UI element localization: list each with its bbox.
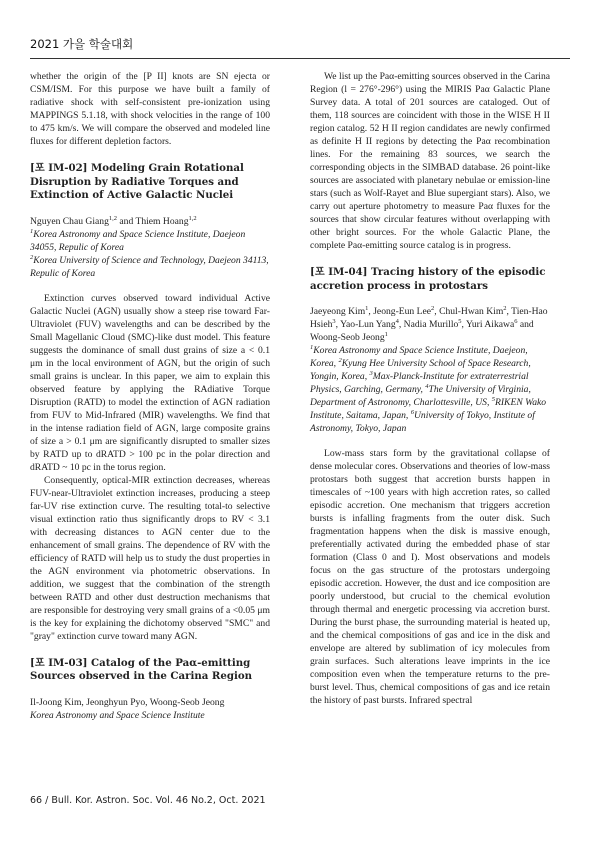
running-header: 2021 가을 학술대회 <box>30 37 134 51</box>
author-sup: 1 <box>384 330 388 338</box>
author-sup: 1,2 <box>108 214 117 222</box>
aff-sup: 5 <box>491 395 495 403</box>
right-column <box>310 70 550 707</box>
author-sup: 2 <box>431 304 435 312</box>
aff-sup: 4 <box>425 382 429 390</box>
author-name: , Yao-Lun Yang <box>335 319 396 330</box>
author-name: Nguyen Chau Giang <box>30 215 109 227</box>
author-sup: 2 <box>503 304 507 312</box>
authors-im02 <box>30 215 270 228</box>
affiliations-im04 <box>310 344 550 435</box>
author-name: , Jeong-Eun Lee <box>368 306 432 317</box>
aff-text: The University of Virginia, Department of Astronomy, Charlottesville, US, <box>310 384 531 408</box>
header-divider <box>30 58 570 59</box>
author-name: , Nadia Murillo <box>398 319 459 330</box>
affiliation-im03: Korea Astronomy and Space Science Institute <box>30 709 205 721</box>
aff-sup: 6 <box>410 408 414 416</box>
authors-im03: Il-Joong Kim, Jeonghyun Pyo, Woong-Seob Jeong <box>30 696 225 708</box>
aff-sup: 2 <box>30 253 34 261</box>
section-title-im03: [포 IM-03] Catalog of the Paα-emitting Sources observed in the Carina Region <box>30 656 253 682</box>
spacer <box>30 280 270 292</box>
aff-text: RIKEN Wako Institute, Saitama, Japan, <box>310 397 547 421</box>
aff-text: Korea Astronomy and Space Science Institute, Daejeon, Korea, <box>310 345 528 369</box>
aff-text: Kyung Hee University School of Space Research, Yongin, Korea, <box>310 358 531 382</box>
left-column <box>30 70 270 722</box>
aff-text: Korea University of Science and Technology, Daejeon 34113, Repulic of Korea <box>30 254 269 279</box>
aff-text: University of Tokyo, Institute of Astronomy, Tokyo, Japan <box>310 410 535 434</box>
author-sup: 3 <box>332 317 336 325</box>
section-title-im02: [포 IM-02] Modeling Grain Rotational Disruption by Radiative Torques and Extinction of Active Galactic Nuclei <box>30 162 244 201</box>
author-name: , Chul-Hwan Kim <box>434 306 504 317</box>
author-sup: 1 <box>365 304 369 312</box>
abstract-im04-p1: Low-mass stars form by the gravitational collapse of dense molecular cores. Observations and theories of low-mass protostars both suggest that accretion bursts happen in timescales of ~100 years with high accretion rates, so called episodic accretion. One mechanism that triggers accretion bursts is infalling fragments from the outer disk. Such fragmentation happens when the disk is massive enough, preferentially activated during the embedded phase of star formation (Class 0 and I). Most observations and models focus on the gas structure of the protostars undergoing episodic accretion. However, the dust and ice composition are poorly understood, but crucial to the chemical evolution through thermal and energetic processing via accretion burst. During the burst phase, the surrounding material is heated up, and the chemical compositions of gas and ice in the disk and envelope are altered by sublimation of icy molecules from grain surfaces. Such alterations leave imprints in the ice composition even when the temperature returns to the pre-burst level. Thus, chemical compositions of gas and ice retain the history of past bursts. Infrared spectral <box>310 448 550 706</box>
aff-text: Max-Planck-Institute for extraterrestrial Physics, Garching, Germany, <box>310 371 529 395</box>
author-name: and Thiem Hoang <box>117 215 189 227</box>
aff-text: Korea Astronomy and Space Science Institute, Daejeon 34055, Repulic of Korea <box>30 228 246 253</box>
spacer <box>310 435 550 447</box>
author-name: , Yuri Aikawa <box>461 319 515 330</box>
paragraph-continued: whether the origin of the [P II] knots are SN ejecta or CSM/ISM. For this purpose we have built a family of radiative shock with self-consistent pre-ionization using MAPPINGS 5.1.18, with shock velocities in the range of 100 to 475 km/s. We will compare the observed and modeled line fluxes for different depletion factors. <box>30 71 270 147</box>
aff-sup: 1 <box>310 343 314 351</box>
abstract-im03-p1: We list up the Paα-emitting sources observed in the Carina Region (l = 276°-296°) using the MIRIS Paα Galactic Plane Survey data. A total of 201 sources are cataloged. Out of them, 118 sources are coincident with those in the WISE H II region catalog. 52 H II region candidates are newly confirmed as definite H II regions by detecting the Paα recombination lines. For the remaining 83 sources, we search the corresponding objects in the SIMBAD database. 26 point-like sources are associated with planetary nebulae or emission-line stars (such as Wolf-Rayet and Blue supergiant stars). Also, we carry out aperture photometry to measure Paα fluxes for the sources that show circular features without overlapping with other bright sources. For the whole Galactic Plane, the complete Paα-emitting source catalog is in progress. <box>310 71 550 251</box>
page-footer: 66 / Bull. Kor. Astron. Soc. Vol. 46 No.2, Oct. 2021 <box>30 795 266 806</box>
aff-sup: 2 <box>338 356 342 364</box>
author-sup: 1,2 <box>188 214 197 222</box>
author-sup: 4 <box>395 317 399 325</box>
author-sup: 6 <box>514 317 518 325</box>
abstract-im02-p1: Extinction curves observed toward individual Active Galactic Nuclei (AGN) usually show a steep rise toward Far-Ultraviolet (FUV) wavelengths and can be described by the Small Magellanic Cloud (SMC)-like dust model. This feature suggests the dominance of small dust grains of size a < 0.1 μm in the local environment of AGN, but the origin of such small grains is unclear. In this paper, we aim to explain this observed feature by applying the RAdiative Torque Disruption (RATD) to model the extinction of AGN radiation from FUV to Mid-Infrared (MIR) wavelengths. We find that in the intense radiation field of AGN, large composite grains of size a > 0.1 μm are significantly disrupted to smaller sizes by RATD up to dRATD > 100 pc in the polar direction and dRATD ~ 10 pc in the torus region. <box>30 292 270 473</box>
section-title-im04: [포 IM-04] Tracing history of the episodic accretion process in protostars <box>310 266 546 292</box>
aff-sup: 3 <box>369 369 373 377</box>
authors-im04 <box>310 305 550 344</box>
author-name: , Tien-Hao Hsieh <box>310 306 548 330</box>
author-name: and Woong-Seob Jeong <box>310 319 534 343</box>
aff-sup: 1 <box>30 227 34 235</box>
author-name: Jaeyeong Kim <box>310 306 366 317</box>
affiliation-im02-2 <box>30 254 270 280</box>
author-sup: 5 <box>458 317 462 325</box>
abstract-im02-p2: Consequently, optical-MIR extinction decreases, whereas FUV-near-Ultraviolet extinction increases, producing a steep far-UV rise extinction curve. The resulting total-to selective visual extinction ratio thus significantly drops to RV < 3.1 with decreasing distances to AGN center due to the enhancement of small grains. The dependence of RV with the efficiency of RATD will help us to study the dust properties in the AGN environment via photometric observations. In addition, we suggest that the combination of the strength between RATD and other dust destruction mechanisms that are responsible for destroying very small grains of a <0.05 μm is the key for explaining the dichotomy observed "SMC" and "gray" extinction curve toward many AGN. <box>30 474 270 642</box>
affiliation-im02-1 <box>30 228 270 254</box>
